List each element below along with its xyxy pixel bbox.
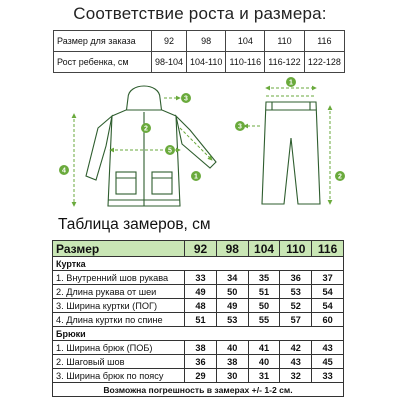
table-cell: 104-110 (186, 52, 226, 73)
svg-text:2: 2 (338, 173, 342, 181)
measurements-table (52, 240, 344, 397)
svg-text:1: 1 (194, 173, 198, 181)
table-cell: 32 (280, 369, 312, 383)
header-size: 110 (280, 241, 312, 257)
table-cell: 49 (216, 299, 248, 313)
table-cell: 50 (216, 285, 248, 299)
table-cell: 98 (186, 31, 226, 52)
header-size: 98 (216, 241, 248, 257)
table-cell: 40 (248, 355, 280, 369)
header-label: Размер (53, 241, 185, 257)
table-cell: 36 (280, 271, 312, 285)
page-title: Соответствие роста и размера: (73, 4, 327, 23)
table-cell: 33 (312, 369, 344, 383)
table-cell: 31 (248, 369, 280, 383)
table-cell: 41 (248, 341, 280, 355)
table-row (54, 52, 345, 73)
table-cell: 40 (216, 341, 248, 355)
svg-text:2: 2 (144, 125, 148, 133)
size-correspondence-table (53, 30, 345, 73)
header-size: 104 (248, 241, 280, 257)
table-cell: 43 (280, 355, 312, 369)
table-cell: 98-104 (152, 52, 187, 73)
table-cell: 110-116 (226, 52, 265, 73)
row-label: 2. Шаговый шов (53, 355, 185, 369)
table-cell: 35 (248, 271, 280, 285)
table-cell: 29 (185, 369, 217, 383)
section-title-jacket: Куртка (53, 257, 344, 271)
table-row (54, 31, 345, 52)
table-row (53, 341, 344, 355)
svg-text:3: 3 (238, 123, 242, 131)
header-size: 116 (312, 241, 344, 257)
svg-text:1: 1 (289, 79, 293, 87)
marker-3-jacket (181, 93, 191, 103)
table-cell: 34 (216, 271, 248, 285)
measurement-diagram (40, 76, 370, 216)
table-row (53, 299, 344, 313)
table-cell: 51 (185, 313, 217, 327)
table-row (53, 285, 344, 299)
footnote: Возможна погрешность в замерах +/- 1-2 см. (53, 383, 344, 397)
table-cell: 54 (312, 299, 344, 313)
table-cell: 55 (248, 313, 280, 327)
svg-text:4: 4 (62, 167, 66, 175)
svg-text:5: 5 (168, 147, 172, 155)
svg-text:3: 3 (184, 95, 188, 103)
table-cell: 122-128 (304, 52, 344, 73)
table-row (53, 355, 344, 369)
table-cell: 42 (280, 341, 312, 355)
row-label: 1. Ширина брюк (ПОБ) (53, 341, 185, 355)
table-cell: 49 (185, 285, 217, 299)
table-row (53, 271, 344, 285)
table-footer-row (53, 383, 344, 397)
table-cell: 53 (216, 313, 248, 327)
marker-2-pants (335, 171, 345, 181)
table-cell: 52 (280, 299, 312, 313)
table-cell: 110 (265, 31, 305, 52)
table-row (53, 369, 344, 383)
table-cell: 43 (312, 341, 344, 355)
table-cell: 50 (248, 299, 280, 313)
table-cell: 30 (216, 369, 248, 383)
table-cell: 45 (312, 355, 344, 369)
table-cell: 36 (185, 355, 217, 369)
row-label: 3. Ширина куртки (ПОГ) (53, 299, 185, 313)
table-cell: 116-122 (265, 52, 305, 73)
table-cell: 38 (185, 341, 217, 355)
marker-2-jacket (141, 123, 151, 133)
table-cell: 48 (185, 299, 217, 313)
jacket-drawing (86, 86, 216, 206)
row-label: Рост ребенка, см (54, 52, 152, 73)
table-header-row (53, 241, 344, 257)
table-cell: 54 (312, 285, 344, 299)
table-row (53, 313, 344, 327)
table-cell: 60 (312, 313, 344, 327)
table-cell: 38 (216, 355, 248, 369)
table-cell: 51 (248, 285, 280, 299)
table-cell: 57 (280, 313, 312, 327)
table-cell: 53 (280, 285, 312, 299)
row-label: 4. Длина куртки по спине (53, 313, 185, 327)
section-row (53, 327, 344, 341)
marker-3-pants (235, 121, 245, 131)
table-cell: 116 (304, 31, 344, 52)
measure-table-title: Таблица замеров, см (58, 216, 211, 233)
marker-1-pants (286, 77, 296, 87)
table-cell: 92 (152, 31, 187, 52)
table-cell: 37 (312, 271, 344, 285)
table-cell: 33 (185, 271, 217, 285)
table-cell: 104 (226, 31, 265, 52)
section-row (53, 257, 344, 271)
section-title-pants: Брюки (53, 327, 344, 341)
marker-4-jacket (59, 165, 69, 175)
marker-5-jacket (165, 145, 175, 155)
marker-1-jacket (191, 171, 201, 181)
header-size: 92 (185, 241, 217, 257)
row-label: Размер для заказа (54, 31, 152, 52)
row-label: 1. Внутренний шов рукава (53, 271, 185, 285)
row-label: 3. Ширина брюк по поясу (53, 369, 185, 383)
row-label: 2. Длина рукава от шеи (53, 285, 185, 299)
pants-drawing (262, 102, 320, 204)
